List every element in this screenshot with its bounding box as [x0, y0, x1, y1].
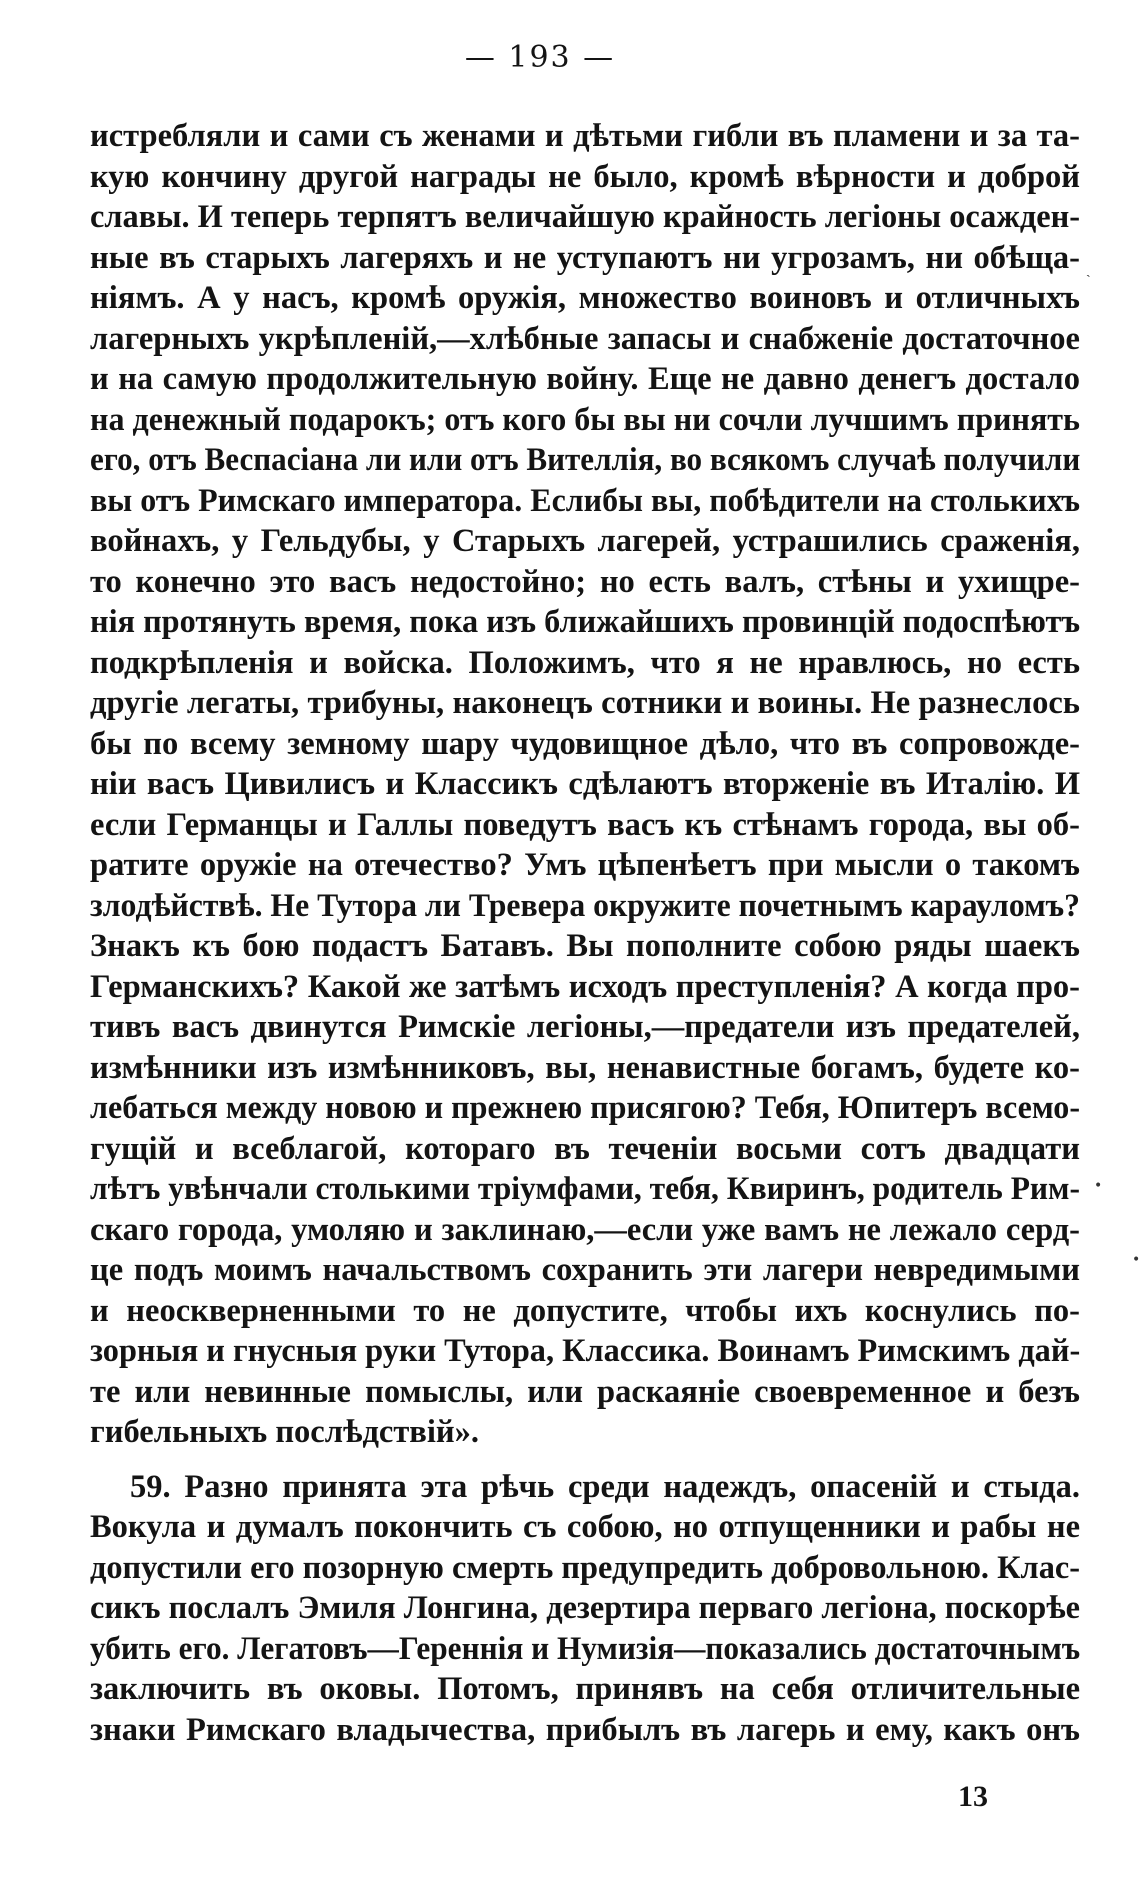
text-line: заключить въ оковы. Потомъ, принявъ на себя отличительные [90, 1671, 1080, 1707]
text-line: и неоскверненными то не допустите, чтобы ихъ коснулись по- [90, 1292, 1080, 1329]
text-line: на денежный подарокъ; отъ кого бы вы ни сочли лучшимъ принять [90, 401, 1080, 438]
text-line: Вокула и думалъ покончить съ собою, но отпущенники и рабы не [90, 1509, 1080, 1545]
text-line: истребляли и сами съ женами и дѣтьми гибли въ пламени и за та- [90, 118, 1080, 154]
text-line: лѣтъ увѣнчали столькими тріумфами, тебя, Квиринъ, родитель Рим- [90, 1171, 1080, 1207]
text-line: ратите оружіе на отечество? Умъ цѣпенѣетъ при мысли о такомъ [90, 847, 1080, 883]
body-text [90, 116, 1080, 1750]
signature-mark: 13 [958, 1780, 988, 1813]
text-line: кую кончину другой награды не было, кромѣ вѣрности и доброй [90, 158, 1080, 195]
text-line: войнахъ, у Гельдубы, у Старыхъ лагерей, устрашились сраженія, [90, 523, 1080, 559]
text-line: ніямъ. А у насъ, кромѣ оружія, множество воиновъ и отличныхъ [90, 280, 1080, 316]
text-line: если Германцы и Галлы поведутъ васъ къ стѣнамъ города, вы об- [90, 806, 1080, 843]
text-line: зорныя и гнусныя руки Тутора, Классика. Воинамъ Римскимъ дай- [90, 1333, 1080, 1369]
text-line: убить его. Легатовъ—Гереннія и Нумизія—показались достаточнымъ [90, 1630, 1080, 1667]
text-line: вы отъ Римскаго императора. Еслибы вы, побѣдители на столькихъ [90, 482, 1080, 519]
text-line: Германскихъ? Какой же затѣмъ исходъ преступленія? А когда про- [90, 968, 1080, 1005]
text-line: це подъ моимъ начальствомъ сохранить эти лагери невредимыми [90, 1252, 1080, 1288]
text-line: злодѣйствѣ. Не Тутора ли Тревера окружите почетнымъ карауломъ? [90, 887, 1080, 924]
margin-speck: • [1094, 1178, 1103, 1194]
margin-speck: ˎ [1086, 262, 1091, 278]
page-number-header: — 193 — [464, 40, 616, 75]
text-line: лагерныхъ укрѣпленій,—хлѣбные запасы и снабженіе достаточное [90, 320, 1080, 357]
text-line: нія протянуть время, пока изъ ближайшихъ провинцій подоспѣютъ [90, 604, 1080, 640]
text-line: те или невинные помыслы, или раскаяніе своевременное и безъ [90, 1373, 1080, 1410]
text-line: ніи васъ Цивилисъ и Классикъ сдѣлаютъ вторженіе въ Италію. И [90, 766, 1080, 802]
text-line: лебаться между новою и прежнею присягою? Тебя, Юпитеръ всемо- [90, 1090, 1080, 1126]
text-line: другіе легаты, трибуны, наконецъ сотники и воины. Не разнеслось [90, 685, 1080, 721]
text-line: и на самую продолжительную войну. Еще не давно денегъ достало [90, 361, 1080, 397]
text-line: то конечно это васъ недостойно; но есть валъ, стѣны и ухищре- [90, 563, 1080, 600]
margin-speck: • [1132, 1252, 1140, 1268]
text-line: его, отъ Веспасіана ли или отъ Вителлія, во всякомъ случаѣ получили [90, 442, 1080, 478]
paragraph-59 [90, 1467, 1080, 1751]
text-line: измѣнники изъ измѣнниковъ, вы, ненавистные богамъ, будете ко- [90, 1049, 1080, 1086]
text-line: сикъ послалъ Эмиля Лонгина, дезертира перваго легіона, поскорѣе [90, 1590, 1080, 1626]
text-line: гибельныхъ послѣдствій». [90, 1414, 479, 1450]
text-line: скаго города, умоляю и заклинаю,—если уже вамъ не лежало серд- [90, 1211, 1080, 1248]
text-line: гущій и всеблагой, котораго въ теченіи восьми сотъ двадцати [90, 1130, 1080, 1167]
text-line: подкрѣпленія и войска. Положимъ, что я не нравлюсь, но есть [90, 644, 1080, 681]
text-line: славы. И теперь терпятъ величайшую крайность легіоны осажден- [90, 199, 1080, 235]
text-line: знаки Римскаго владычества, прибылъ въ лагерь и ему, какъ онъ [90, 1711, 1080, 1748]
text-line: тивъ васъ двинутся Римскіе легіоны,—предатели изъ предателей, [90, 1009, 1080, 1045]
text-line: бы по всему земному шару чудовищное дѣло, что въ сопровожде- [90, 725, 1080, 762]
text-line: допустили его позорную смерть предупредить добровольною. Клас- [90, 1549, 1080, 1586]
text-line: 59. Разно принята эта рѣчь среди надеждъ, опасеній и стыда. [130, 1468, 1080, 1505]
text-line: ные въ старыхъ лагеряхъ и не уступаютъ ни угрозамъ, ни обѣща- [90, 239, 1080, 276]
text-line: Знакъ къ бою подастъ Батавъ. Вы пополните собою ряды шаекъ [90, 928, 1080, 964]
paragraph-speech [90, 116, 1080, 1453]
